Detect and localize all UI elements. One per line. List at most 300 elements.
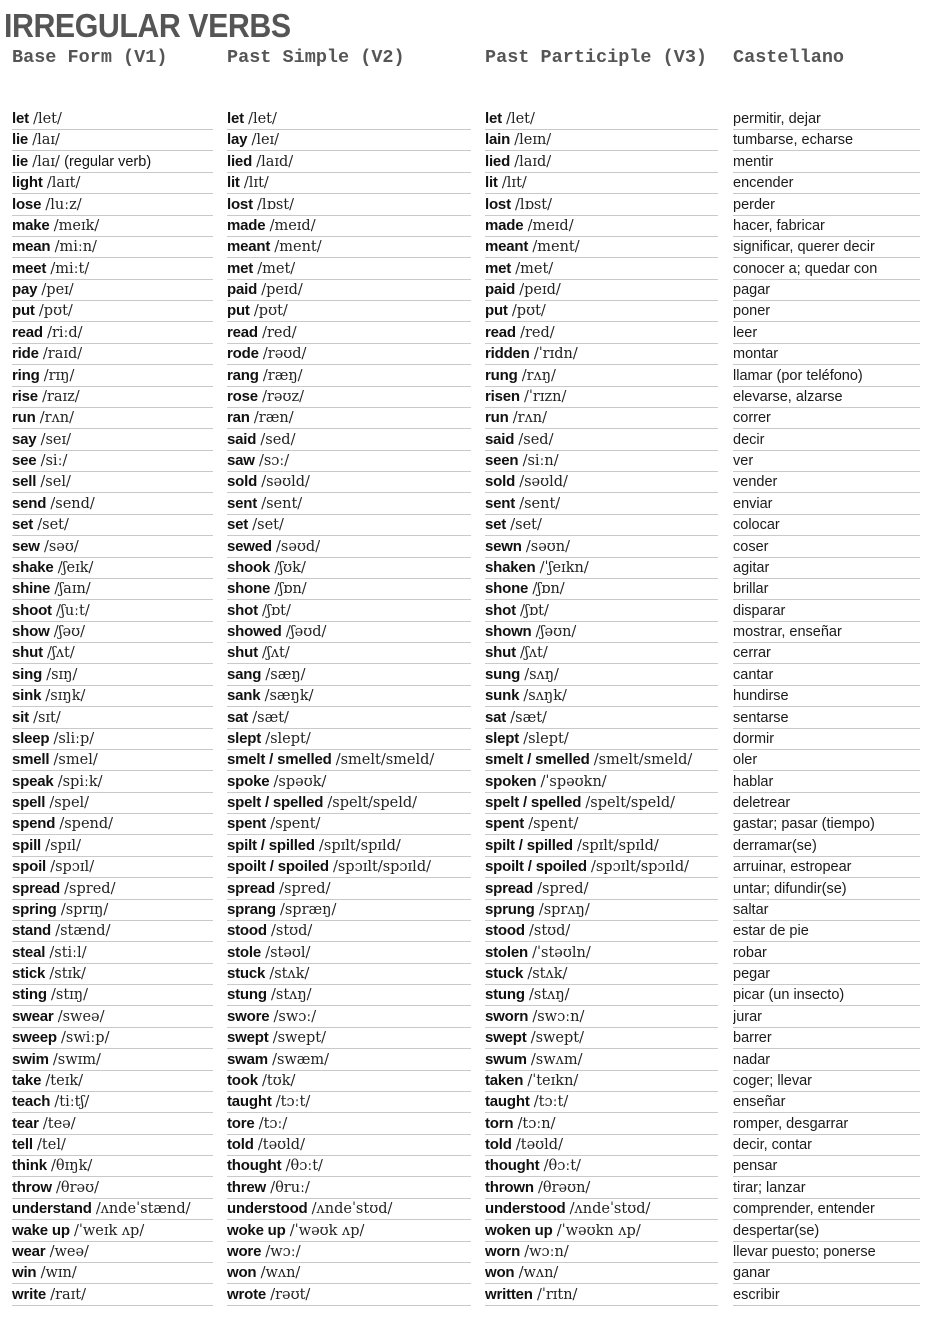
castellano-cell: significar, querer decir — [733, 237, 920, 258]
past-participle-cell — [485, 237, 718, 258]
verb-form: set — [485, 516, 507, 534]
past-participle-cell — [485, 537, 718, 558]
castellano-cell: decir, contar — [733, 1135, 920, 1156]
verb-form: shot — [227, 601, 258, 619]
past-simple-cell — [227, 366, 471, 387]
verb-row — [0, 943, 940, 964]
phonetic: /smel/ — [53, 752, 98, 769]
verb-form: stuck — [485, 965, 524, 982]
phonetic: /rɪŋ/ — [43, 367, 75, 384]
past-simple-cell — [227, 1135, 471, 1156]
base-form-cell — [12, 1156, 213, 1177]
phonetic: /ʃʊk/ — [274, 559, 306, 576]
verb-form: shot — [485, 601, 516, 619]
verb-form: paid — [227, 281, 258, 298]
verb-form: lost — [485, 195, 511, 213]
verb-form: spill — [12, 836, 42, 854]
verb-form: paid — [485, 281, 516, 298]
verb-form: ran — [227, 409, 250, 427]
verb-row — [0, 1221, 940, 1242]
verb-form: told — [227, 1136, 254, 1153]
past-participle-cell — [485, 130, 718, 151]
verb-row — [0, 515, 940, 536]
past-participle-cell — [485, 430, 718, 451]
castellano-cell: jurar — [733, 1007, 920, 1028]
verb-form: take — [12, 1071, 42, 1089]
phonetic: /swɔː/ — [273, 1008, 317, 1025]
base-form-cell — [12, 772, 213, 793]
castellano-cell: deletrear — [733, 793, 920, 814]
phonetic: /stʌk/ — [269, 966, 310, 982]
verb-form: lit — [227, 174, 240, 192]
castellano-cell: montar — [733, 344, 920, 365]
phonetic: /rʌŋ/ — [521, 367, 556, 384]
phonetic: /ʌndeˈstænd/ — [95, 1201, 191, 1218]
castellano-cell: conocer a; quedar con — [733, 259, 920, 280]
phonetic: /raɪd/ — [42, 346, 83, 363]
past-participle-cell — [485, 1199, 718, 1220]
phonetic: /riːd/ — [47, 324, 83, 341]
verb-form: sit — [12, 708, 29, 726]
verb-form: swept — [485, 1029, 527, 1047]
base-form-cell — [12, 494, 213, 515]
past-simple-cell — [227, 814, 471, 835]
phonetic: /stʌk/ — [527, 966, 568, 982]
verb-form: won — [485, 1264, 515, 1282]
past-simple-cell — [227, 237, 471, 258]
phonetic: /stəʊl/ — [265, 944, 311, 961]
phonetic: /spelt/speld/ — [585, 795, 676, 811]
phonetic: /ˈrɪzn/ — [524, 388, 567, 405]
verb-form: shown — [485, 623, 532, 640]
verb-row — [0, 879, 940, 900]
verb-form: let — [485, 110, 502, 127]
castellano-cell: hablar — [733, 772, 920, 793]
phonetic: /red/ — [262, 324, 297, 341]
verb-form: met — [485, 259, 512, 277]
phonetic: /ʃʌt/ — [47, 645, 75, 662]
castellano-cell: picar (un insecto) — [733, 985, 920, 1006]
phonetic: /sɔː/ — [258, 453, 290, 469]
castellano-cell: estar de pie — [733, 921, 920, 942]
verb-row — [0, 451, 940, 472]
verb-form: win — [12, 1264, 37, 1282]
verb-form: stolen — [485, 943, 528, 961]
verb-form: sold — [485, 473, 516, 491]
past-simple-cell — [227, 879, 471, 900]
past-simple-cell — [227, 643, 471, 664]
base-form-cell — [12, 472, 213, 493]
phonetic: /ʃɒn/ — [532, 581, 565, 598]
base-form-cell — [12, 237, 213, 258]
verb-form: rose — [227, 387, 258, 405]
phonetic: /stænd/ — [55, 923, 111, 940]
phonetic: /wɔː/ — [265, 1243, 301, 1260]
verb-row — [0, 708, 940, 729]
castellano-cell: saltar — [733, 900, 920, 921]
castellano-cell: romper, desgarrar — [733, 1114, 920, 1135]
phonetic: /lɪt/ — [243, 175, 269, 192]
verb-row — [0, 836, 940, 857]
phonetic: /təʊld/ — [257, 1137, 305, 1153]
verb-form: thought — [485, 1157, 540, 1175]
past-simple-cell — [227, 900, 471, 921]
verb-form: meant — [227, 238, 271, 256]
past-simple-cell — [227, 857, 471, 878]
past-participle-cell — [485, 152, 718, 173]
past-participle-cell — [485, 1028, 718, 1049]
verb-row — [0, 622, 940, 643]
past-simple-cell — [227, 1178, 471, 1199]
phonetic: /siː/ — [40, 453, 68, 469]
base-form-cell — [12, 366, 213, 387]
verb-row — [0, 643, 940, 664]
phonetic: /sed/ — [260, 431, 296, 448]
past-simple-cell — [227, 280, 471, 301]
base-form-cell — [12, 750, 213, 771]
phonetic: /spent/ — [270, 816, 321, 833]
base-form-cell — [12, 879, 213, 900]
past-participle-cell — [485, 643, 718, 664]
phonetic: /sæŋk/ — [264, 688, 314, 705]
castellano-cell: despertar(se) — [733, 1221, 920, 1242]
past-participle-cell — [485, 622, 718, 643]
phonetic: /swɔːn/ — [532, 1008, 585, 1025]
verb-form: thrown — [485, 1178, 534, 1196]
phonetic: /stʊd/ — [271, 923, 313, 940]
phonetic: /sprɪŋ/ — [60, 901, 109, 918]
phonetic: /teɪk/ — [45, 1072, 84, 1089]
verb-form: written — [485, 1285, 533, 1303]
verb-form: read — [12, 323, 43, 341]
past-participle-cell — [485, 408, 718, 429]
past-simple-cell — [227, 109, 471, 130]
phonetic: /ʃuːt/ — [56, 602, 90, 619]
phonetic: /ˈteɪkn/ — [527, 1072, 579, 1089]
phonetic: /spiːk/ — [57, 773, 103, 790]
verb-form: told — [485, 1136, 512, 1153]
past-simple-cell — [227, 665, 471, 686]
phonetic: /spəʊk/ — [273, 773, 327, 790]
castellano-cell: disparar — [733, 601, 920, 622]
phonetic: /lɪt/ — [501, 175, 527, 192]
phonetic: /laɪd/ — [256, 153, 294, 170]
past-participle-cell — [485, 665, 718, 686]
verb-form: seen — [485, 452, 519, 469]
phonetic: /let/ — [33, 111, 62, 127]
past-participle-cell — [485, 964, 718, 985]
verb-row — [0, 430, 940, 451]
verb-form: sting — [12, 986, 47, 1004]
verb-form: stung — [485, 986, 525, 1004]
phonetic: /peɪd/ — [519, 282, 561, 298]
phonetic: /let/ — [248, 111, 277, 127]
past-participle-cell — [485, 601, 718, 622]
past-simple-cell — [227, 579, 471, 600]
verb-form: took — [227, 1071, 258, 1089]
past-simple-cell — [227, 729, 471, 750]
verb-row — [0, 985, 940, 1006]
header-castellano: Castellano — [733, 47, 845, 68]
castellano-cell: gastar; pasar (tiempo) — [733, 814, 920, 835]
past-participle-cell — [485, 1050, 718, 1071]
verb-form: tear — [12, 1114, 39, 1132]
castellano-cell: pensar — [733, 1156, 920, 1177]
verb-form: spread — [485, 879, 533, 897]
base-form-cell — [12, 323, 213, 344]
past-participle-cell — [485, 985, 718, 1006]
verb-row — [0, 259, 940, 280]
base-form-cell — [12, 793, 213, 814]
verb-form: swim — [12, 1050, 49, 1068]
verb-form: won — [227, 1264, 257, 1282]
phonetic: /ˈwəʊkn ʌp/ — [556, 1222, 641, 1239]
phonetic: /sæt/ — [510, 709, 547, 726]
verb-form: lain — [485, 131, 511, 149]
verb-form: sank — [227, 687, 261, 705]
past-simple-cell — [227, 921, 471, 942]
page-title: IRREGULAR VERBS — [4, 7, 291, 44]
past-participle-cell — [485, 1071, 718, 1092]
past-simple-cell — [227, 537, 471, 558]
verb-form: ring — [12, 366, 40, 384]
past-participle-cell — [485, 472, 718, 493]
past-participle-cell — [485, 900, 718, 921]
phonetic: /ment/ — [274, 239, 322, 256]
phonetic: /raɪz/ — [42, 388, 80, 405]
castellano-cell: ver — [733, 451, 920, 472]
verb-form: make — [12, 216, 50, 234]
past-simple-cell — [227, 1221, 471, 1242]
verb-row — [0, 665, 940, 686]
verb-form: shone — [485, 580, 529, 598]
phonetic: /θɪŋk/ — [51, 1158, 93, 1175]
phonetic: /təʊld/ — [515, 1137, 563, 1153]
verb-form: spilt / spilled — [485, 836, 573, 854]
phonetic: /meɪd/ — [269, 217, 316, 234]
verb-form: lied — [227, 152, 253, 170]
past-participle-cell — [485, 280, 718, 301]
verb-form: sprung — [485, 900, 535, 918]
castellano-cell: pegar — [733, 964, 920, 985]
verb-form: sing — [12, 665, 43, 683]
base-form-cell — [12, 857, 213, 878]
past-simple-cell — [227, 1285, 471, 1306]
verb-form: rise — [12, 387, 38, 405]
phonetic: /rəʊt/ — [270, 1286, 311, 1303]
verb-form: see — [12, 452, 37, 469]
phonetic: /ˈrɪtn/ — [536, 1286, 578, 1303]
verb-form: run — [485, 409, 509, 427]
phonetic: /ʃɒn/ — [274, 581, 307, 598]
base-form-cell — [12, 152, 213, 173]
phonetic: /sent/ — [519, 495, 561, 512]
phonetic: /tɔːt/ — [275, 1094, 311, 1111]
castellano-cell: mostrar, enseñar — [733, 622, 920, 643]
past-simple-cell — [227, 708, 471, 729]
past-participle-cell — [485, 1285, 718, 1306]
past-simple-cell — [227, 1156, 471, 1177]
past-participle-cell — [485, 323, 718, 344]
verb-row — [0, 366, 940, 387]
verb-form: shut — [485, 644, 516, 662]
phonetic: /red/ — [520, 324, 555, 341]
base-form-cell — [12, 558, 213, 579]
verb-row — [0, 1199, 940, 1220]
past-participle-cell — [485, 195, 718, 216]
verb-row — [0, 579, 940, 600]
phonetic: /tɔː/ — [258, 1115, 288, 1132]
verb-form: thought — [227, 1157, 282, 1175]
castellano-cell: arruinar, estropear — [733, 857, 920, 878]
phonetic: /ʃeɪk/ — [57, 559, 94, 576]
verb-row — [0, 601, 940, 622]
phonetic: /swept/ — [530, 1030, 585, 1047]
phonetic: /stʌŋ/ — [271, 987, 312, 1004]
castellano-cell: dormir — [733, 729, 920, 750]
verb-form: taught — [227, 1093, 272, 1111]
base-form-cell — [12, 280, 213, 301]
base-form-cell — [12, 985, 213, 1006]
verb-form: spoken — [485, 772, 537, 790]
verb-form: sleep — [12, 729, 50, 747]
base-form-cell — [12, 109, 213, 130]
header-base-form: Base Form (V1) — [12, 47, 168, 68]
castellano-cell: vender — [733, 472, 920, 493]
column-headers — [0, 47, 940, 71]
verb-form: saw — [227, 452, 255, 469]
verb-row — [0, 301, 940, 322]
verb-form: shook — [227, 558, 271, 576]
base-form-cell — [12, 643, 213, 664]
phonetic: /sweə/ — [57, 1008, 105, 1025]
phonetic: /teə/ — [42, 1115, 76, 1132]
phonetic: /set/ — [37, 517, 69, 534]
phonetic: /spelt/speld/ — [327, 795, 418, 811]
verb-form: spent — [485, 815, 525, 833]
phonetic: /ˈweɪk ʌp/ — [73, 1222, 145, 1239]
phonetic: /pʊt/ — [38, 303, 73, 320]
phonetic: /sliːp/ — [53, 730, 95, 747]
past-participle-cell — [485, 451, 718, 472]
past-simple-cell — [227, 195, 471, 216]
phonetic: /weə/ — [49, 1243, 89, 1260]
verb-row — [0, 323, 940, 344]
phonetic: /swæm/ — [272, 1051, 330, 1068]
verb-row — [0, 964, 940, 985]
phonetic: /luːz/ — [45, 196, 82, 213]
past-participle-cell — [485, 1263, 718, 1284]
verb-form: sang — [227, 665, 262, 683]
base-form-cell — [12, 1263, 213, 1284]
verb-row — [0, 686, 940, 707]
phonetic: /wʌn/ — [518, 1265, 559, 1282]
verb-form: rode — [227, 345, 259, 363]
past-participle-cell — [485, 708, 718, 729]
verb-form: lie — [12, 131, 29, 149]
verb-form: shut — [12, 644, 43, 662]
castellano-cell: permitir, dejar — [733, 109, 920, 130]
past-simple-cell — [227, 408, 471, 429]
phonetic: /səʊld/ — [519, 474, 568, 491]
verb-form: swept — [227, 1029, 269, 1047]
phonetic: /spɔɪlt/spɔɪld/ — [332, 859, 431, 876]
past-simple-cell — [227, 1050, 471, 1071]
verb-form: understood — [485, 1200, 566, 1218]
phonetic: /ʃəʊ/ — [53, 624, 85, 640]
verb-form: stood — [485, 922, 525, 940]
base-form-cell — [12, 921, 213, 942]
verb-row — [0, 195, 940, 216]
past-participle-cell — [485, 1114, 718, 1135]
verb-form: sent — [227, 494, 258, 512]
phonetic: /seɪ/ — [40, 431, 72, 448]
phonetic: /ʃɒt/ — [520, 602, 549, 619]
phonetic: /tiːtʃ/ — [54, 1094, 90, 1111]
base-form-cell — [12, 1092, 213, 1113]
base-form-cell — [12, 1242, 213, 1263]
verb-form: woke up — [227, 1221, 286, 1239]
past-participle-cell — [485, 921, 718, 942]
verb-form: throw — [12, 1178, 52, 1196]
phonetic: /ʃʌt/ — [262, 645, 290, 662]
past-simple-cell — [227, 387, 471, 408]
past-simple-cell — [227, 793, 471, 814]
phonetic: /laɪd/ — [514, 153, 552, 170]
castellano-cell: cantar — [733, 665, 920, 686]
verb-form: spring — [12, 900, 57, 918]
base-form-cell — [12, 1285, 213, 1306]
verb-row — [0, 387, 940, 408]
castellano-cell: coger; llevar — [733, 1071, 920, 1092]
phonetic: /rʌn/ — [512, 410, 547, 427]
phonetic: /θrəʊ/ — [56, 1179, 100, 1196]
verb-row — [0, 408, 940, 429]
phonetic: /ræn/ — [253, 410, 294, 427]
verb-row — [0, 344, 940, 365]
verb-form: sunk — [485, 687, 520, 705]
past-simple-cell — [227, 750, 471, 771]
verb-form: swam — [227, 1050, 268, 1068]
base-form-cell — [12, 601, 213, 622]
verb-form: shaken — [485, 558, 536, 576]
phonetic: /met/ — [257, 260, 296, 277]
verb-table — [0, 109, 940, 1306]
verb-form: taken — [485, 1071, 524, 1089]
verb-form: risen — [485, 387, 520, 405]
verb-form: lie — [12, 152, 29, 170]
verb-form: ridden — [485, 345, 530, 363]
phonetic: /leɪ/ — [251, 132, 280, 149]
castellano-cell: llamar (por teléfono) — [733, 366, 920, 387]
verb-form: sold — [227, 473, 258, 491]
phonetic: /spræŋ/ — [279, 901, 337, 918]
past-participle-cell — [485, 366, 718, 387]
verb-row — [0, 793, 940, 814]
verb-form: sat — [485, 708, 507, 726]
phonetic: /sed/ — [518, 431, 554, 448]
verb-form: rang — [227, 366, 259, 384]
past-participle-cell — [485, 1178, 718, 1199]
past-simple-cell — [227, 1092, 471, 1113]
base-form-cell — [12, 836, 213, 857]
verb-form: spell — [12, 794, 46, 811]
past-participle-cell — [485, 301, 718, 322]
phonetic: /ʃəʊn/ — [535, 624, 577, 640]
past-simple-cell — [227, 259, 471, 280]
phonetic: /swɪm/ — [52, 1051, 101, 1068]
past-simple-cell — [227, 558, 471, 579]
